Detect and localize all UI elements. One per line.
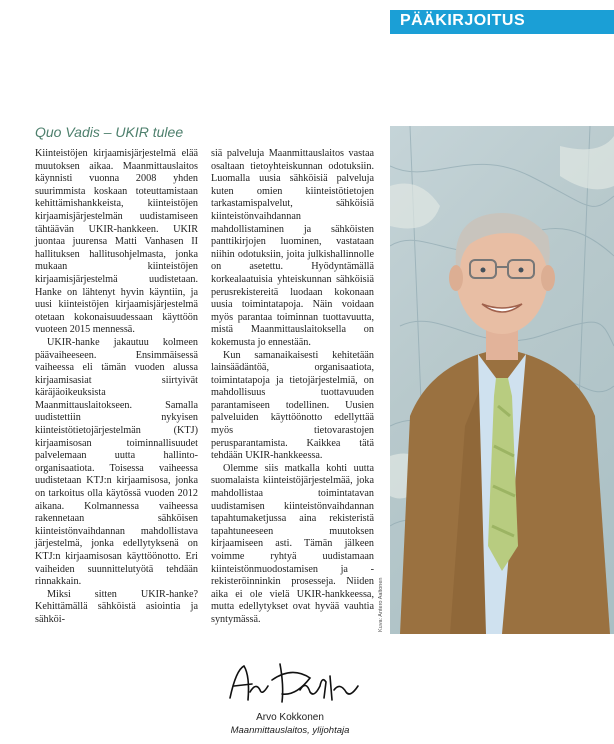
author-photo (390, 126, 614, 634)
paragraph: UKIR-hanke jakautuu kolmeen päävaiheeseen. Ensimmäisessä vaiheessa eli tämän vuoden alussa kirjaamisasiat siirtyivät käräjäoikeuksista Maanmittauslaitokseen. Samalla uudistettiin nykyisen kiinteistötietojärjestelmän (KTJ) kirjaamisosan toiminnallisuudet palvelemaan uutta hallinto-organisaatiota. Toisessa vaiheessa uudistetaan KTJ:n kirjaamisosa, jonka on tarkoitus olla käytössä vuoden 2012 aikana. Kolmannessa vaiheessa rakennetaan sähköisen kiinteistönvaihdannan mahdollistava järjestelmä, jonka edellytyksenä on KTJ:n kirjaamisosan käyttöönotto. Eri vaiheiden suunnittelutyötä tehdään rinnakkain. (35, 336, 198, 588)
paragraph: Olemme siis matkalla kohti uutta suomalaista kiinteistöjärjestelmää, joka mahdollistaa toimintatavan uudistamisen kiinteistönvaihdannan tapahtumaketjussa aina rekisteristä tapahtuneeseen muutoksen kirjaamiseen asti. Tämän jälkeen voimme ryhtyä uudistamaan kiinteistönmuodostamisen ja -rekisteröinninkin prosesseja. Niiden aika ei ole vielä UKIR-hankkeessa, mutta edellytykset ovat hyvää vauhtia syntymässä. (211, 462, 374, 625)
handwritten-signature (222, 656, 372, 713)
paragraph: Kiinteistöjen kirjaamisjärjestelmä elää muutoksen aikaa. Maanmittauslaitos käynnisti vuonna 2008 yhden suurimmista koskaan toteuttamistaan kehittämishankkeista, kiinteistöjen kirjaamisjärjestelmän uudistamiseen tähtäävän UKIR-hankkeen. UKIR juontaa juurensa Matti Vanhasen II hallituksen hallitusohjelmasta, jonka mukaan kiinteistöjen kirjaamisjärjestelmä uudistetaan. Hanke on lähtenyt hyvin käyntiin, ja uusi kiinteistöjen kirjaamisjärjestelmä otetaan kokonaisuudessaan käyttöön vuoteen 2015 mennessä. (35, 148, 198, 336)
author-name: Arvo Kokkonen (256, 712, 324, 723)
signature-scribble (222, 656, 372, 708)
photo-credit: Kuva: Antero Aaltonen (378, 577, 384, 632)
article-title: Quo Vadis – UKIR tulee (35, 124, 184, 140)
article-column-2 (211, 148, 374, 627)
paragraph: siä palveluja Maanmittauslaitos vastaa osaltaan tietoyhteiskunnan odotuksiin. Luomalla uusia sähköisiä palveluja kuten omien kiinteistötietojen tarkastamispalvelut, sähköisiä kiinteistönvaihdannan mahdollistaminen ja sähköisten panttikirjojen luominen, vastataan niihin odotuksiin, joita julkishallinnolle on asetettu. Hyödyntämällä korkealaatuisia yhteiskunnan sähköisiä perusrekistereitä luodaan kokonaan uusia toimintatapoja. Näin voidaan myös parantaa toiminnan tuottavuutta, mistä Maanmittauslaitoksella on kokemusta jo ennestään. (211, 148, 374, 348)
portrait-illustration (390, 126, 614, 634)
author-role: Maanmittauslaitos, ylijohtaja (230, 725, 350, 736)
article-column-1 (35, 148, 198, 627)
section-label-bar (390, 10, 614, 34)
section-label: PÄÄKIRJOITUS (400, 12, 526, 29)
paragraph: Kun samanaikaisesti kehitetään lainsäädäntöä, organisaatiota, toimintatapoja ja tietojärjestelmiä, on mahdollisuus tuottavuuden parantamiseen todellinen. Uusien palveluiden käyttöönotto edellyttää myös tietovarastojen perusparantamista. Kaikkea tätä tehdään UKIR-hankkeessa. (211, 349, 374, 462)
paragraph: Miksi sitten UKIR-hanke? Kehittämällä sähköistä asiointia ja sähköi- (35, 588, 198, 625)
